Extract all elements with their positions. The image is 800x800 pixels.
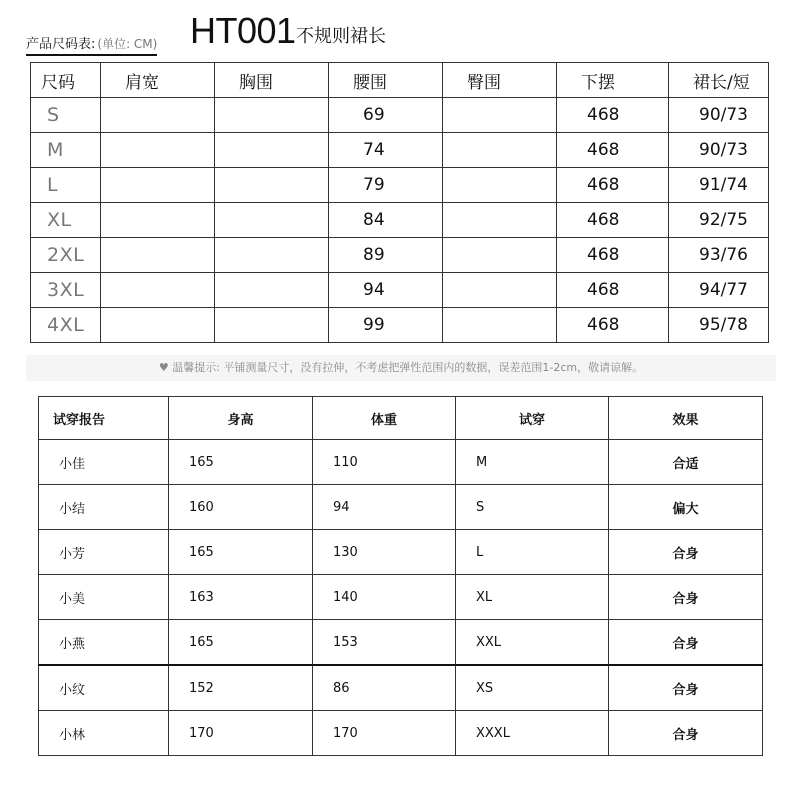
- fit-cell-height: 170: [169, 711, 313, 756]
- fit-col-header-name: 试穿报告: [39, 397, 169, 440]
- fit-cell-result: 合身: [609, 530, 763, 575]
- fit-col-header-weight: 体重: [313, 397, 456, 440]
- size-cell-bust: [215, 308, 329, 343]
- fit-cell-height: 163: [169, 575, 313, 620]
- fit-row: [39, 440, 763, 485]
- fit-cell-height: 165: [169, 530, 313, 575]
- fit-row: [39, 575, 763, 620]
- size-row: [31, 98, 769, 133]
- size-col-header-hem: 下摆: [557, 63, 669, 98]
- measurement-tip: ♥ 温馨提示: 平铺测量尺寸，没有拉伸，不考虑把弹性范围内的数据，误差范围1-2cm，敬请谅解。: [26, 355, 776, 381]
- fit-cell-weight: 94: [313, 485, 456, 530]
- size-cell-shoulder: [101, 133, 215, 168]
- fit-table-header-row: [39, 397, 763, 440]
- size-cell-hip: [443, 98, 557, 133]
- fit-row: [39, 620, 763, 666]
- size-cell-bust: [215, 168, 329, 203]
- size-cell-size: M: [31, 133, 101, 168]
- size-cell-size: 2XL: [31, 238, 101, 273]
- unit-label: (单位: CM): [97, 37, 158, 51]
- fit-row: [39, 711, 763, 756]
- size-cell-waist: 74: [329, 133, 443, 168]
- fit-cell-height: 165: [169, 440, 313, 485]
- fit-cell-weight: 140: [313, 575, 456, 620]
- fit-cell-size: S: [456, 485, 609, 530]
- fit-cell-result: 合身: [609, 620, 763, 666]
- size-cell-bust: [215, 273, 329, 308]
- size-cell-waist: 69: [329, 98, 443, 133]
- fit-cell-weight: 86: [313, 665, 456, 711]
- size-row: [31, 308, 769, 343]
- fit-cell-size: XL: [456, 575, 609, 620]
- size-cell-hip: [443, 203, 557, 238]
- size-cell-waist: 94: [329, 273, 443, 308]
- size-cell-length: 90/73: [669, 133, 769, 168]
- fit-report-table: [38, 396, 763, 756]
- fit-row: [39, 485, 763, 530]
- size-cell-shoulder: [101, 238, 215, 273]
- fit-cell-size: XS: [456, 665, 609, 711]
- size-chart-label-text: 产品尺码表:: [26, 37, 96, 52]
- size-cell-hem: 468: [557, 203, 669, 238]
- size-cell-shoulder: [101, 98, 215, 133]
- size-cell-bust: [215, 203, 329, 238]
- size-row: [31, 273, 769, 308]
- size-cell-waist: 99: [329, 308, 443, 343]
- size-cell-waist: 84: [329, 203, 443, 238]
- size-cell-hip: [443, 273, 557, 308]
- size-cell-length: 93/76: [669, 238, 769, 273]
- size-cell-length: 90/73: [669, 98, 769, 133]
- size-table-header-row: [31, 63, 769, 98]
- size-cell-shoulder: [101, 203, 215, 238]
- size-cell-length: 91/74: [669, 168, 769, 203]
- size-cell-bust: [215, 238, 329, 273]
- fit-cell-size: L: [456, 530, 609, 575]
- fit-cell-name: 小纹: [39, 665, 169, 711]
- fit-cell-name: 小结: [39, 485, 169, 530]
- size-cell-shoulder: [101, 273, 215, 308]
- size-cell-hem: 468: [557, 98, 669, 133]
- size-cell-waist: 89: [329, 238, 443, 273]
- size-cell-shoulder: [101, 308, 215, 343]
- size-cell-hip: [443, 308, 557, 343]
- size-cell-size: S: [31, 98, 101, 133]
- size-cell-bust: [215, 98, 329, 133]
- size-row: [31, 203, 769, 238]
- fit-cell-size: XXXL: [456, 711, 609, 756]
- size-col-header-length: 裙长/短: [669, 63, 769, 98]
- size-col-header-hip: 臀围: [443, 63, 557, 98]
- size-col-header-waist: 腰围: [329, 63, 443, 98]
- size-cell-size: L: [31, 168, 101, 203]
- fit-col-header-height: 身高: [169, 397, 313, 440]
- fit-cell-height: 160: [169, 485, 313, 530]
- fit-cell-result: 偏大: [609, 485, 763, 530]
- fit-col-header-size: 试穿: [456, 397, 609, 440]
- fit-cell-size: M: [456, 440, 609, 485]
- fit-cell-height: 165: [169, 620, 313, 666]
- size-cell-hip: [443, 168, 557, 203]
- size-cell-hem: 468: [557, 308, 669, 343]
- fit-cell-size: XXL: [456, 620, 609, 666]
- size-cell-hem: 468: [557, 238, 669, 273]
- fit-cell-result: 合身: [609, 665, 763, 711]
- size-cell-length: 95/78: [669, 308, 769, 343]
- size-chart-table: [30, 62, 769, 343]
- size-cell-size: 3XL: [31, 273, 101, 308]
- size-cell-hem: 468: [557, 168, 669, 203]
- fit-cell-name: 小美: [39, 575, 169, 620]
- fit-row: [39, 665, 763, 711]
- size-col-header-size: 尺码: [31, 63, 101, 98]
- size-cell-hip: [443, 133, 557, 168]
- size-row: [31, 238, 769, 273]
- fit-cell-name: 小林: [39, 711, 169, 756]
- fit-col-header-result: 效果: [609, 397, 763, 440]
- size-cell-length: 92/75: [669, 203, 769, 238]
- size-col-header-bust: 胸围: [215, 63, 329, 98]
- fit-cell-height: 152: [169, 665, 313, 711]
- model-number: HT001: [190, 10, 296, 51]
- size-cell-shoulder: [101, 168, 215, 203]
- size-cell-bust: [215, 133, 329, 168]
- fit-cell-weight: 110: [313, 440, 456, 485]
- size-cell-waist: 79: [329, 168, 443, 203]
- size-cell-hip: [443, 238, 557, 273]
- fit-cell-result: 合身: [609, 711, 763, 756]
- fit-cell-weight: 153: [313, 620, 456, 666]
- size-cell-hem: 468: [557, 273, 669, 308]
- product-name: 不规则裙长: [296, 26, 386, 47]
- size-cell-hem: 468: [557, 133, 669, 168]
- fit-row: [39, 530, 763, 575]
- fit-cell-result: 合身: [609, 575, 763, 620]
- size-row: [31, 168, 769, 203]
- size-cell-length: 94/77: [669, 273, 769, 308]
- page-header: [0, 0, 800, 60]
- fit-cell-name: 小燕: [39, 620, 169, 666]
- size-cell-size: XL: [31, 203, 101, 238]
- fit-cell-result: 合适: [609, 440, 763, 485]
- fit-cell-name: 小芳: [39, 530, 169, 575]
- fit-cell-weight: 130: [313, 530, 456, 575]
- size-cell-size: 4XL: [31, 308, 101, 343]
- fit-cell-name: 小佳: [39, 440, 169, 485]
- size-col-header-shoulder: 肩宽: [101, 63, 215, 98]
- size-chart-label: [26, 33, 157, 56]
- size-row: [31, 133, 769, 168]
- fit-cell-weight: 170: [313, 711, 456, 756]
